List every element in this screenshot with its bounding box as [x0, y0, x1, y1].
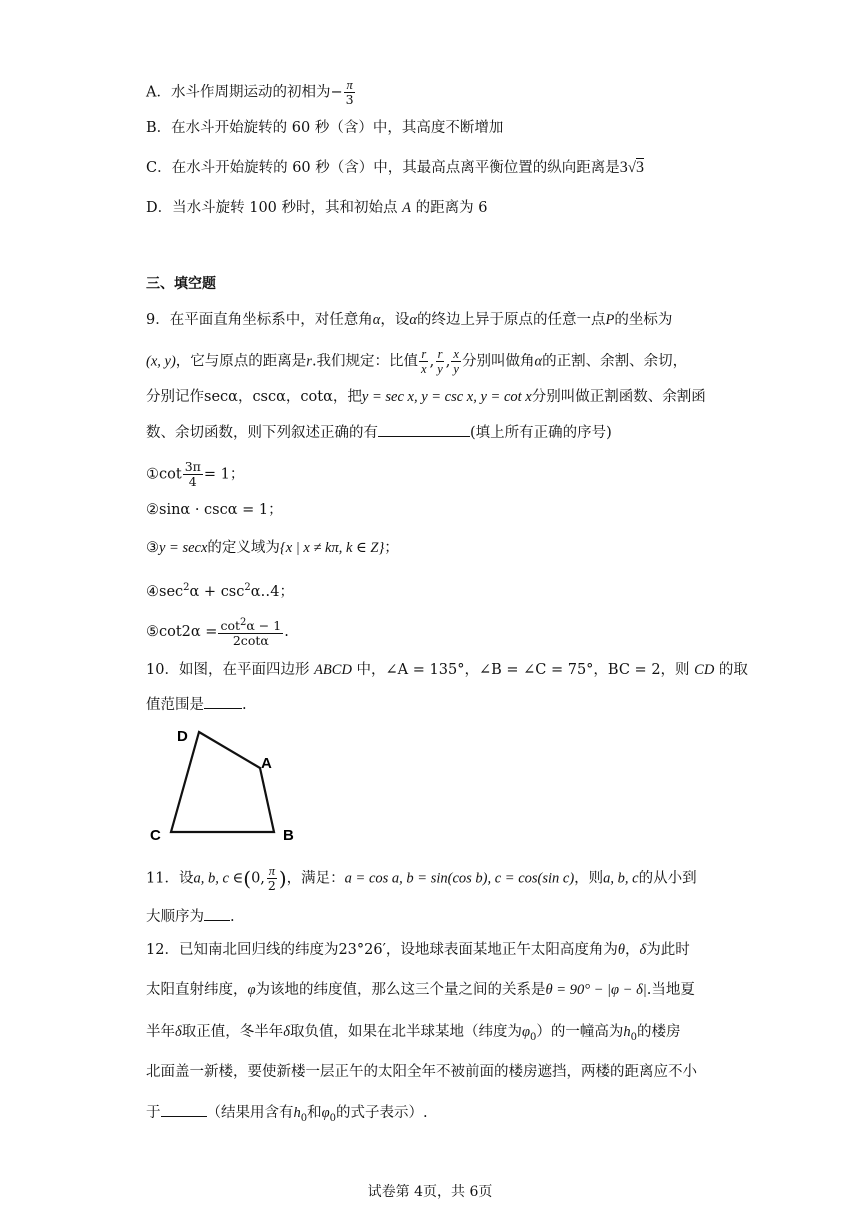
q11-line-1: 11．设a, b, c ∈(0, $\frac{\pi}{2}$ )，满足：a = cos a, b = sin(cos b), c = cos(sin c)，则a, b, c的从小到: [146, 864, 697, 893]
fraction-pi-over-3: $\frac{\pi}{3}$: [345, 78, 354, 107]
q9-line-1: 9．在平面直角坐标系中，对任意角α，设α的终边上异于原点的任意一点P的坐标为: [146, 312, 673, 328]
q12-line-5: 于 （结果用含有$h_0$和$\varphi_0$的式子表示）.: [146, 1102, 428, 1129]
q10-line-2: 值范围是 .: [146, 694, 247, 715]
q10-line-1: 10．如图，在平面四边形 ABCD 中，∠A = 135°，∠B = ∠C = 75°，BC = 2，则 CD 的取: [146, 662, 748, 678]
three-root-three: 3√3: [619, 159, 644, 176]
answer-blank: [204, 694, 242, 709]
q9-statement-1: ①cot $\frac{3\pi}{4}$ = 1；: [146, 459, 245, 489]
answer-blank: [378, 422, 470, 437]
answer-blank: [204, 906, 230, 921]
page-footer: 试卷第 4页，共 6页: [367, 1184, 493, 1200]
label-a: A: [261, 755, 272, 772]
q9-line-2: (x, y)，它与原点的距离是r.我们规定：比值 $\frac{r}{x}$ , $\frac{r}{y}$ , $\frac{x}{y}$ 分别叫做角α的正割、余割、余切，: [146, 347, 688, 376]
q9-statement-4: $④\sec^2\alpha$ + $\csc^2\alpha‥4$；: [146, 582, 294, 600]
q9-line-3: 分别记作secα，cscα，cotα，把y = sec x, y = csc x, y = cot x分别叫做正割函数、余割函: [146, 389, 706, 405]
q12-line-2: 太阳直射纬度，φ为该地的纬度值，那么这三个量之间的关系是θ = 90° − |φ − δ|.当地夏: [146, 982, 695, 998]
q12-line-4: 北面盖一新楼，要使新楼一层正午的太阳全年不被前面的楼房遮挡，两楼的距离应不小: [146, 1064, 697, 1080]
answer-blank: [161, 1102, 207, 1117]
label-c: C: [150, 827, 161, 844]
q12-line-1: 12．已知南北回归线的纬度为23°26′，设地球表面某地正午太阳高度角为θ，δ为此时: [146, 942, 690, 958]
label-b: B: [283, 827, 294, 844]
section-title-fill-in: 三、填空题: [146, 276, 216, 292]
quadrilateral-figure: [140, 720, 310, 850]
q11-line-2: 大顺序为 .: [146, 906, 235, 927]
option-b: B．在水斗开始旋转的 60 秒（含）中，其高度不断增加: [146, 120, 504, 136]
label-d: D: [177, 728, 188, 745]
quadrilateral-abcd: [171, 732, 274, 832]
q12-line-3: 半年δ取正值，冬半年δ取负值，如果在北半球某地（纬度为$\varphi_0$）的一幢高为$h_0$的楼房: [146, 1024, 681, 1043]
option-c: C．在水斗开始旋转的 60 秒（含）中，其最高点离平衡位置的纵向距离是3√3: [146, 159, 644, 176]
q9-statement-5: ⑤cot2α = $\frac{\cot^2\alpha - 1}{2\cot\alpha}$ .: [146, 617, 289, 649]
q9-statement-2: ②sinα · cscα = 1；: [146, 502, 283, 518]
option-a: A．水斗作周期运动的初相为− $\frac{\pi}{3}$: [146, 78, 354, 107]
q9-statement-3: ③y = secx的定义域为{x | x ≠ kπ, k ∈ Z}；: [146, 540, 399, 556]
q9-line-4: 数、余切函数，则下列叙述正确的有 (填上所有正确的序号): [146, 422, 612, 443]
option-d: D．当水斗旋转 100 秒时，其和初始点 A 的距离为 6: [146, 200, 488, 216]
